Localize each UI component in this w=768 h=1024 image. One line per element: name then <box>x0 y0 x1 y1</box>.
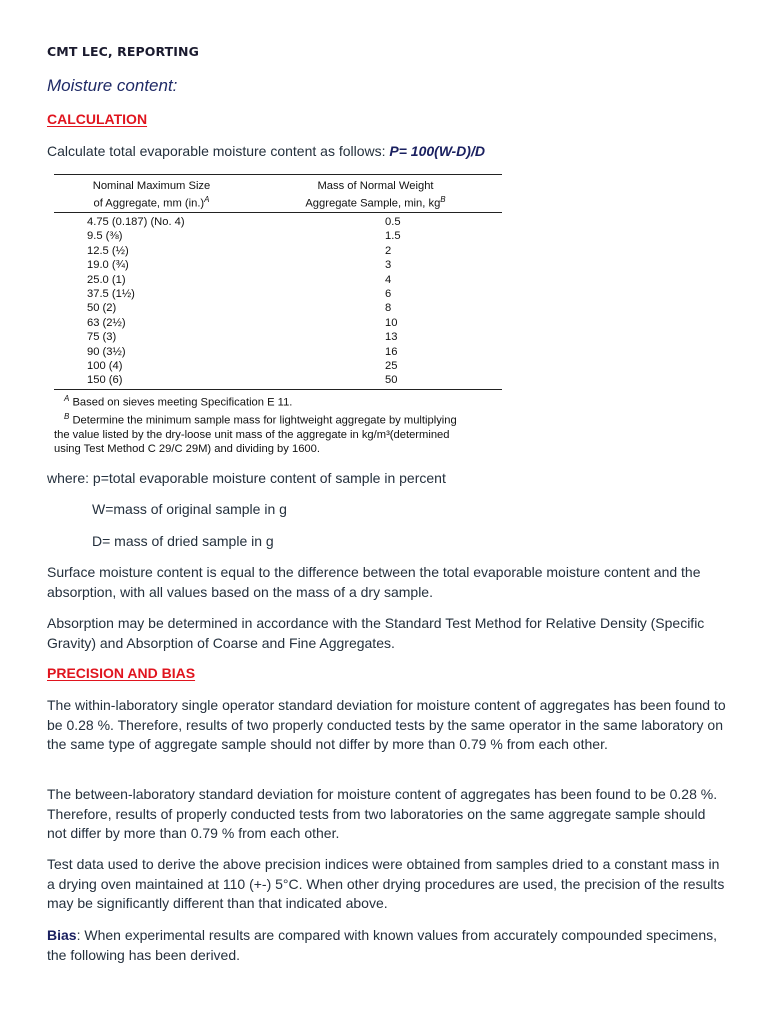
calculation-intro <box>47 142 727 162</box>
bias-paragraph <box>47 926 727 965</box>
row-mass: 3 <box>385 259 392 272</box>
row-mass: 2 <box>385 244 392 257</box>
footnote-b-line2: the value listed by the dry-loose unit mass of the aggregate in kg/m³(determined <box>54 428 450 441</box>
row-size: 150 (6) <box>87 374 123 387</box>
header-mass-line1: Mass of Normal Weight <box>317 180 434 192</box>
row-size: 63 (2½) <box>87 316 126 329</box>
header-mass-line2: Aggregate Sample, min, kg <box>305 197 441 210</box>
table-body <box>54 213 502 389</box>
footnote-a-text: Based on sieves meeting Specification E 11. <box>69 396 293 409</box>
table-row <box>54 258 502 272</box>
table-row <box>54 359 502 373</box>
row-mass: 10 <box>385 316 398 329</box>
footnote-b-marker: B <box>64 411 70 421</box>
row-size: 19.0 (¾) <box>87 259 129 272</box>
absorption-paragraph: Absorption may be determined in accordance with the Standard Test Method for Relative Density (Specific Gravity) and Absorption of Coarse and Fine Aggregates. <box>47 615 705 651</box>
header-mass-sup: B <box>440 195 446 204</box>
table-row <box>54 316 502 330</box>
row-size: 75 (3) <box>87 331 117 344</box>
row-mass: 25 <box>385 359 398 372</box>
row-size: 90 (3½) <box>87 345 126 358</box>
footnote-b-line3: using Test Method C 29/C 29M) and dividing by 1600. <box>54 442 320 455</box>
row-size: 100 (4) <box>87 359 123 372</box>
footnote-a-marker: A <box>64 393 70 403</box>
header-size-line1: Nominal Maximum Size <box>92 180 211 192</box>
test-data-paragraph: Test data used to derive the above precision indices were obtained from samples dried to a constant mass in a drying oven maintained at 110 (+-) 5°C. When other drying procedures are used, the precision of the results may be significantly different than that indicated above. <box>47 856 725 911</box>
calculation-intro-text: Calculate total evaporable moisture content as follows: <box>47 143 390 159</box>
table-row <box>54 273 502 287</box>
footnote-b-line1: Determine the minimum sample mass for lightweight aggregate by multiplying <box>69 414 457 427</box>
row-mass: 1.5 <box>385 230 401 243</box>
where-p: where: p=total evaporable moisture content of sample in percent <box>47 470 446 486</box>
header-size-line2: of Aggregate, mm (in.) <box>93 197 205 210</box>
footnote-a <box>64 392 502 410</box>
surface-moisture-paragraph: Surface moisture content is equal to the difference between the total evaporable moisture content and the absorption, with all values based on the mass of a dry sample. <box>47 564 701 600</box>
footnote-b <box>64 410 502 428</box>
within-lab-paragraph: The within-laboratory single operator standard deviation for moisture content of aggregates has been found to be 0.28 %. Therefore, results of two properly conducted tests by the same operator in the same laboratory on the same type of aggregate sample should not differ by more than 0.79 % from each other. <box>47 697 726 752</box>
table-row <box>54 244 502 258</box>
table-footnotes <box>54 390 502 456</box>
moisture-formula: P= 100(W-D)/D <box>389 143 485 159</box>
row-size: 12.5 (½) <box>87 244 129 257</box>
row-mass: 0.5 <box>385 216 401 228</box>
table-row <box>54 287 502 301</box>
table-row <box>54 301 502 315</box>
table-row <box>54 330 502 344</box>
bias-text: : When experimental results are compared with known values from accurately compounded specimens, the following has been derived. <box>47 927 717 963</box>
row-size: 4.75 (0.187) (No. 4) <box>87 216 185 228</box>
table-header-size <box>54 175 249 212</box>
between-lab-paragraph: The between-laboratory standard deviation for moisture content of aggregates has been found to be 0.28 %. Therefore, results of properly conducted tests from two laboratories on the same aggregate sample should not differ by more than 0.79 % from each other. <box>47 786 718 841</box>
header-size-sup: A <box>204 195 210 204</box>
row-mass: 50 <box>385 374 398 387</box>
row-size: 9.5 (⅜) <box>87 230 123 243</box>
row-size: 50 (2) <box>87 302 117 315</box>
table-row <box>54 345 502 359</box>
table-row <box>54 229 502 243</box>
row-mass: 13 <box>385 331 398 344</box>
row-size: 37.5 (1½) <box>87 287 135 300</box>
table-row <box>54 373 502 387</box>
calculation-heading: CALCULATION <box>47 111 148 127</box>
row-mass: 4 <box>385 273 392 286</box>
bias-label: Bias <box>47 927 77 943</box>
row-mass: 16 <box>385 345 398 358</box>
sample-size-table <box>54 174 502 456</box>
page-title: Moisture content: <box>47 76 178 95</box>
precision-heading: PRECISION AND BIAS <box>47 665 196 681</box>
row-mass: 8 <box>385 302 392 315</box>
where-w: W=mass of original sample in g <box>92 501 287 517</box>
where-d: D= mass of dried sample in g <box>92 533 274 549</box>
document-header: CMT LEC, REPORTING <box>47 44 199 59</box>
table-row <box>54 215 502 229</box>
row-mass: 6 <box>385 287 392 300</box>
table-header <box>54 175 502 212</box>
row-size: 25.0 (1) <box>87 273 126 286</box>
table-header-mass <box>249 175 502 212</box>
